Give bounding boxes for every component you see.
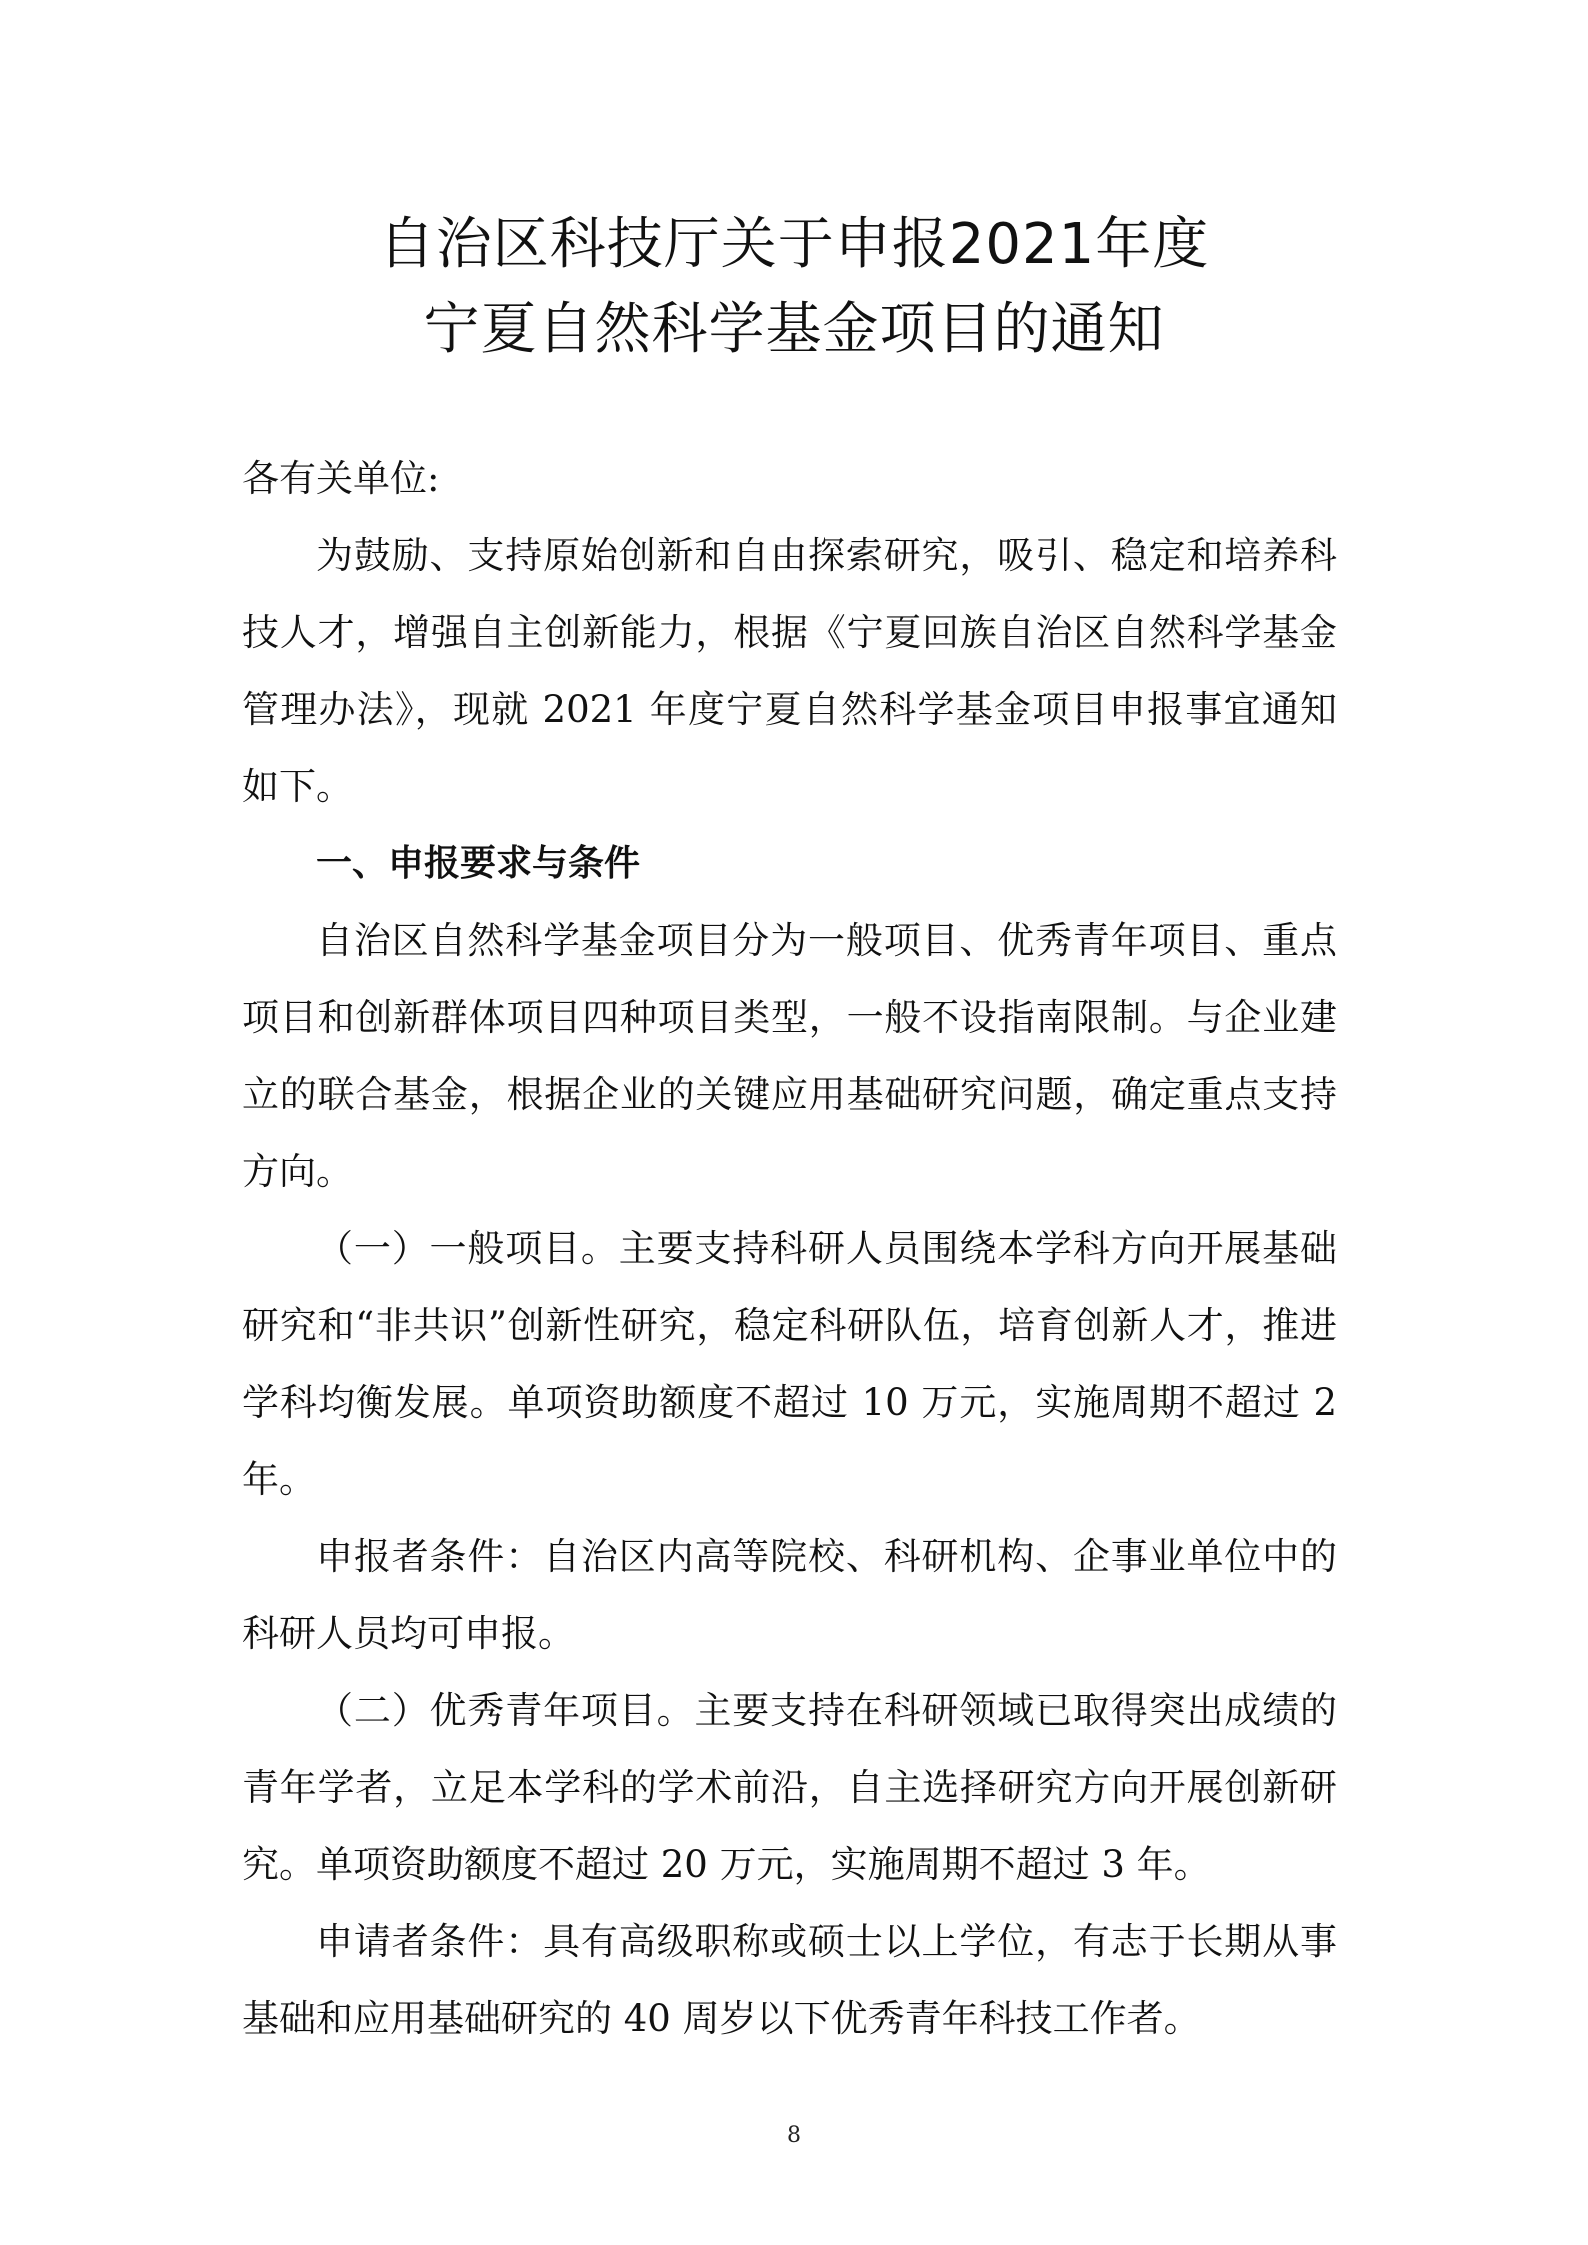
youth-project-paragraph: （二）优秀青年项目。主要支持在科研领域已取得突出成绩的青年学者，立足本学科的学术前沿，自主选择研究方向开展创新研究。单项资助额度不超过 20 万元，实施周期不超过 3 年。: [242, 1689, 1337, 1886]
overview-paragraph: 自治区自然科学基金项目分为一般项目、优秀青年项目、重点项目和创新群体项目四种项目类型，一般不设指南限制。与企业建立的联合基金，根据企业的关键应用基础研究问题，确定重点支持方向。: [242, 919, 1337, 1193]
intro-paragraph: 为鼓励、支持原始创新和自由探索研究，吸引、稳定和培养科技人才，增强自主创新能力，根据《宁夏回族自治区自然科学基金管理办法》，现就 2021 年度宁夏自然科学基金项目申报事宜通知如下。: [242, 534, 1337, 808]
section-heading: 一、申报要求与条件: [316, 843, 641, 884]
general-project-paragraph: （一）一般项目。主要支持科研人员围绕本学科方向开展基础研究和“非共识”创新性研究，稳定科研队伍，培育创新人才，推进学科均衡发展。单项资助额度不超过 10 万元，实施周期不超过 2 年。: [242, 1227, 1337, 1501]
youth-applicant-paragraph: 申请者条件：具有高级职称或硕士以上学位，有志于长期从事基础和应用基础研究的 40 周岁以下优秀青年科技工作者。: [242, 1920, 1337, 2040]
document-title-line2: 宁夏自然科学基金项目的通知: [423, 297, 1165, 362]
document-title-line1: 自治区科技厅关于申报2021年度: [378, 212, 1210, 277]
page-number: 8: [787, 2123, 801, 2148]
salutation: 各有关单位:: [242, 457, 440, 500]
general-applicant-paragraph: 申报者条件：自治区内高等院校、科研机构、企事业单位中的科研人员均可申报。: [242, 1535, 1337, 1655]
document-body: [242, 440, 1337, 2057]
